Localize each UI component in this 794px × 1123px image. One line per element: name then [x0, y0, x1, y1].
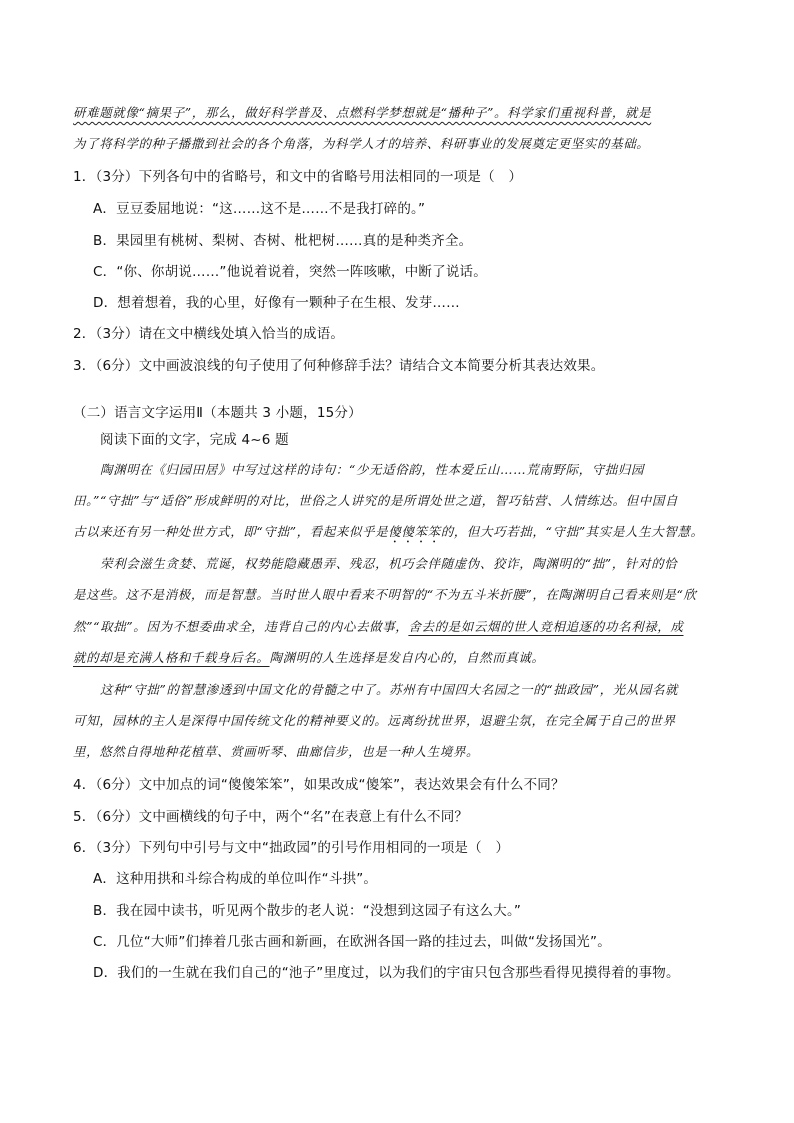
passage2-p2-line2: 是这些。这不是消极，而是智慧。当时世人眼中看来不明智的“不为五斗米折腰”，在陶渊明自己看来则是“欣 — [73, 587, 697, 602]
passage1-line2: 为了将科学的种子播撒到社会的各个角落，为科学人才的培养、科研事业的发展奠定更坚实的基础。 — [73, 136, 650, 151]
p1-line3-end: 的，但大巧若拙，“守拙”其实是人生大智慧。 — [440, 524, 704, 539]
passage2-p3-line2: 可知，园林的主人是深得中国传统文化的精神要义的。远离纷扰世界，退避尘氛，在完全属于自己的世界 — [73, 713, 676, 728]
p2-line3-start: 然”“取拙”。因为不想委曲求全，违背自己的内心去做事， — [73, 619, 409, 634]
section-heading: （二）语言文字运用Ⅱ（本题共 3 小题，15分） — [73, 405, 362, 421]
q1-option-d: D．想着想着，我的心里，好像有一颗种子在生根、发芽…… — [93, 295, 460, 311]
question-1: 1．（3分）下列各句中的省略号，和文中的省略号用法相同的一项是（ ） — [73, 169, 523, 185]
p2-line4-end: 陶渊明的人生选择是发自内心的，自然而真诚。 — [269, 650, 545, 665]
q1-option-a: A．豆豆委屈地说：“这……这不是……不是我打碎的。” — [93, 201, 426, 217]
question-5: 5．（6分）文中画横线的句子中，两个“名”在表意上有什么不同？ — [73, 809, 469, 825]
q1-option-c: C．“你、你胡说……”他说着说着，突然一阵咳嗽，中断了说话。 — [93, 264, 487, 280]
question-3: 3．（6分）文中画波浪线的句子使用了何种修辞手法？请结合文本简要分析其表达效果。 — [73, 358, 605, 374]
underlined-sentence-part1: 舍去的是如云烟的世人竞相追逐的功名利禄，成 — [408, 619, 684, 634]
q6-option-b: B．我在园中读书，听见两个散步的老人说：“没想到这园子有这么大。” — [93, 903, 522, 919]
passage2-p1-line3 — [73, 522, 704, 546]
dotted-word: 傻傻笨笨 — [388, 524, 441, 539]
passage2-p2-line4 — [73, 648, 545, 666]
passage2-p2-line3 — [73, 617, 683, 635]
question-4: 4．（6分）文中加点的词“傻傻笨笨”，如果改成“傻笨”，表达效果会有什么不同？ — [73, 777, 565, 793]
q6-option-c: C．几位“大师”们捧着几张古画和新画，在欧洲各国一路的挂过去，叫做“发扬国光”。 — [93, 934, 611, 950]
q1-option-b: B．果园里有桃树、梨树、杏树、枇杷树……真的是种类齐全。 — [93, 233, 473, 249]
passage2-p1-line1: 陶渊明在《归园田居》中写过这样的诗句：“少无适俗韵，性本爱丘山……荒南野际，守拙归园 — [100, 462, 645, 477]
passage2-p1-line2: 田。”“守拙”与“适俗”形成鲜明的对比，世俗之人讲究的是所谓处世之道，智巧钻营、人情练达。但中国自 — [73, 493, 679, 508]
passage2-p3-line1: 这种“守拙”的智慧渗透到中国文化的骨髓之中了。苏州有中国四大名园之一的“拙政园”，光从园名就 — [100, 682, 679, 697]
underlined-sentence-part2: 就的却是充满人格和千载身后名。 — [73, 650, 270, 665]
question-2: 2．（3分）请在文中横线处填入恰当的成语。 — [73, 326, 345, 342]
question-6: 6．（3分）下列句中引号与文中“拙政园”的引号作用相同的一项是（ ） — [73, 840, 510, 856]
q6-option-d: D．我们的一生就在我们自己的“池子”里度过，以为我们的宇宙只包含那些看得见摸得着的事物。 — [93, 965, 680, 981]
section-instruction: 阅读下面的文字，完成 4~6 题 — [100, 432, 289, 448]
p1-line3-start: 古以来还有另一种处世方式，即“守拙”，看起来似乎是 — [73, 524, 389, 539]
passage1-line1: 研难题就像“摘果子”，那么，做好科学普及、点燃科学梦想就是“播种子”。科学家们重视科普，就是 — [73, 105, 652, 120]
q6-option-a: A．这种用拱和斗综合构成的单位叫作“斗拱”。 — [93, 871, 378, 887]
passage2-p2-line1: 荣利会滋生贪婪、荒诞，权势能隐藏愚弄、残忍，机巧会伴随虚伪、狡诈，陶渊明的“拙”，针对的恰 — [100, 556, 678, 571]
passage2-p3-line3: 里，悠然自得地种花植草、赏画听琴、曲廊信步，也是一种人生境界。 — [73, 744, 480, 759]
